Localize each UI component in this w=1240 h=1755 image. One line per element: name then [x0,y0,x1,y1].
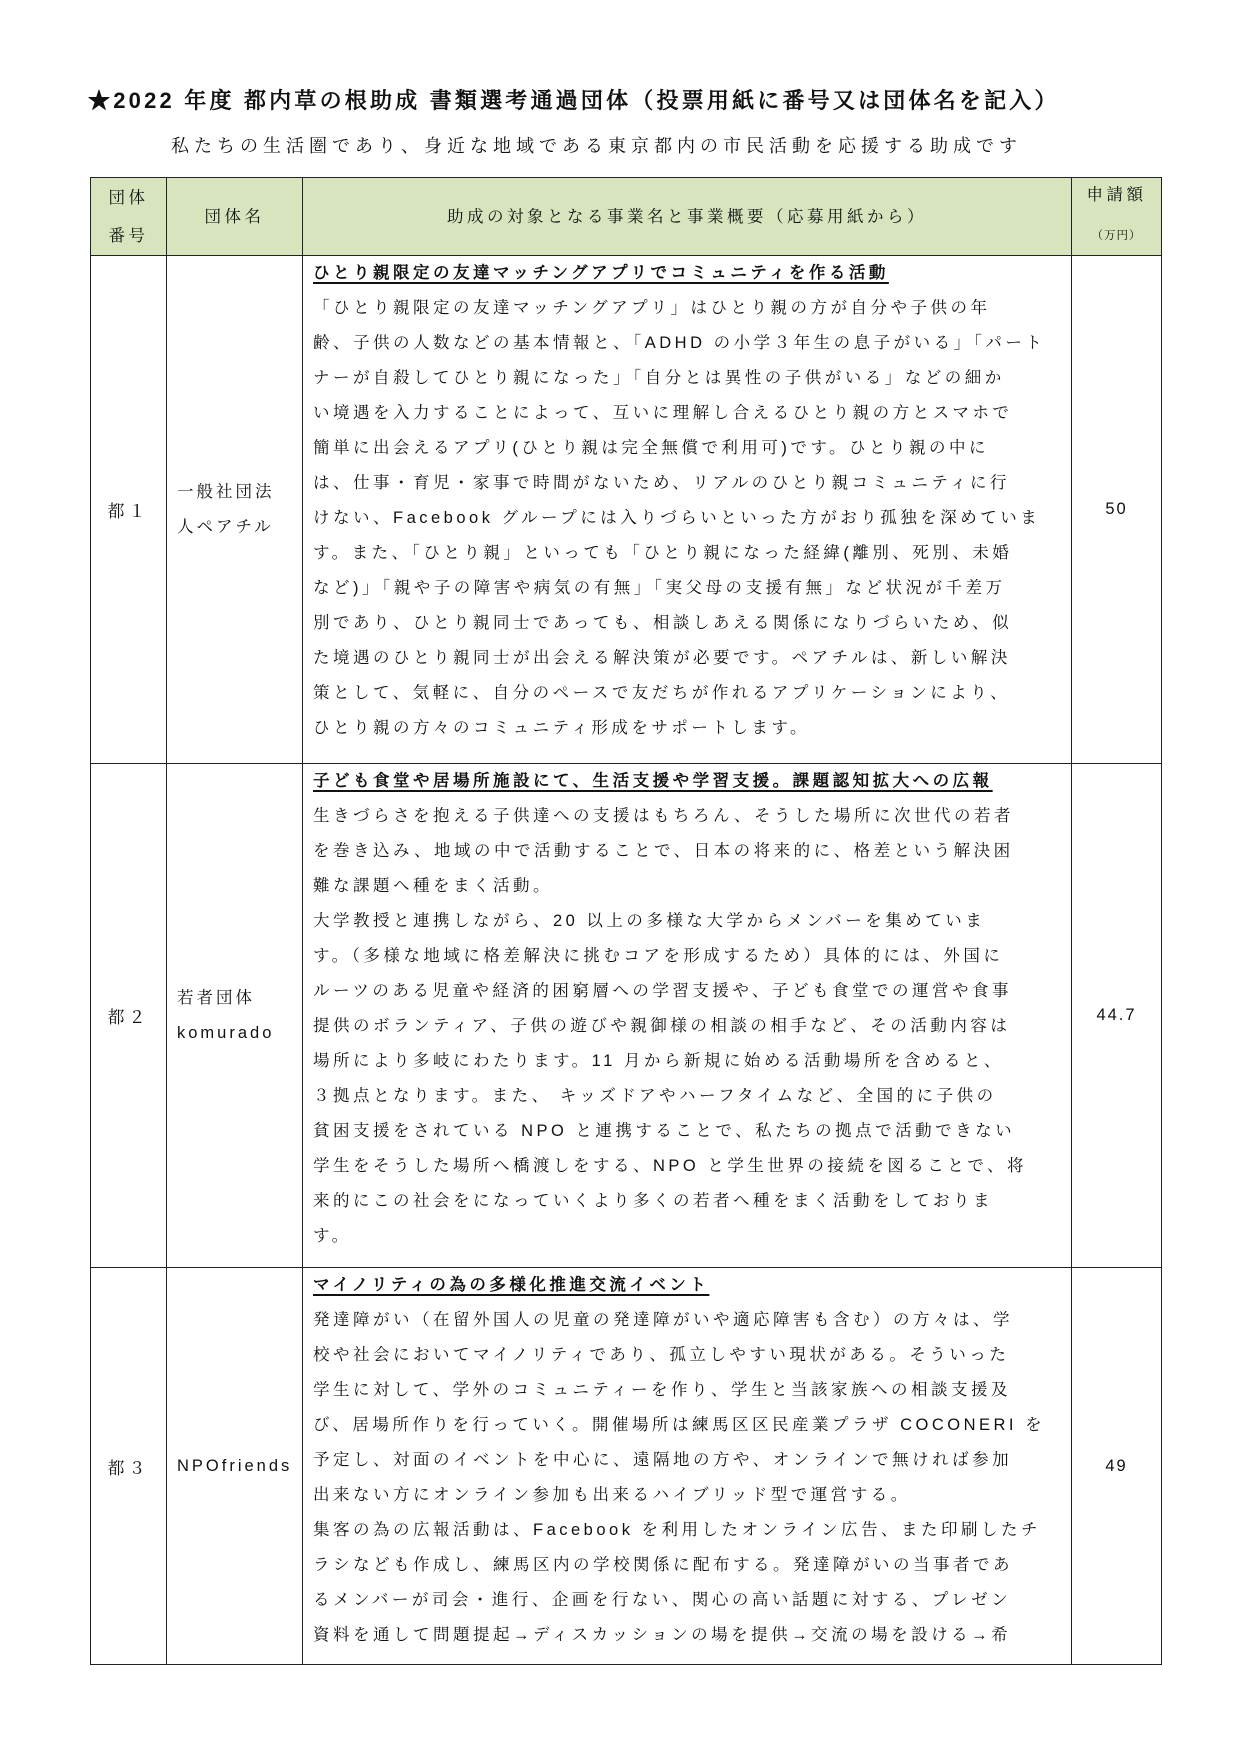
project-line: ひとり親の方々のコミュニティ形成をサポートします。 [313,719,811,737]
project-line: 発達障がい（在留外国人の児童の発達障がいや適応障害も含む）の方々は、学 [313,1311,1013,1329]
project-line: ラシなども作成し、練馬区内の学校関係に配布する。発達障がいの当事者であ [313,1556,1013,1574]
project-line: 予定し、対面のイベントを中心に、遠隔地の方や、オンラインで無ければ参加 [313,1451,1013,1469]
project-line: るメンバーが司会・進行、企画を行ない、関心の高い話題に対する、プレゼン [313,1591,1012,1609]
group-number-cell: 都１ [91,256,167,764]
project-line: を巻き込み、地域の中で活動することで、日本の将来的に、格差という解決困 [313,842,1014,860]
header-amount-unit: （万円） [1091,230,1142,242]
document-title: ★2022 年度 都内草の根助成 書類選考通過団体（投票用紙に番号又は団体名を記入） [88,88,1060,113]
project-line: す。 [313,1227,352,1245]
project-line: 策として、気軽に、自分のペースで友だちが作れるアプリケーションにより、 [313,684,1011,702]
table-row [91,764,1162,1268]
project-line: 貧困支援をされている NPO と連携することで、私たちの拠点で活動できない [313,1122,1016,1140]
project-line: た境遇のひとり親同士が出会える解決策が必要です。ペアチルは、新しい解決 [313,649,1011,667]
project-title: マイノリティの為の多様化推進交流イベント [313,1276,710,1294]
group-name-line: NPOfriends [177,1456,293,1475]
group-name-line: komurado [177,1023,275,1042]
project-line: 提供のボランティア、子供の遊びや親御様の相談の相手など、その活動内容は [313,1017,1011,1035]
group-name-line: 一般社団法 [177,482,275,501]
header-group-number-line: 番号 [108,226,149,245]
header-group-number-line: 団体 [108,188,149,207]
project-line: は、仕事・育児・家事で時間がないため、リアルのひとり親コミュニティに行 [313,474,1011,492]
header-group-number [91,178,167,256]
project-line: 簡単に出会えるアプリ(ひとり親は完全無償で利用可)です。ひとり親の中に [313,439,990,457]
amount-cell: 44.7 [1072,764,1162,1268]
project-cell [303,256,1072,764]
project-line: 生きづらさを抱える子供達への支援はもちろん、そうした場所に次世代の若者 [313,807,1014,825]
project-cell [303,1268,1072,1665]
project-line: ナーが自殺してひとり親になった」「自分とは異性の子供がいる」などの細か [313,369,1005,387]
project-line: 出来ない方にオンライン参加も出来るハイブリッド型で運営する。 [313,1486,911,1504]
project-line: 学生をそうした場所へ橋渡しをする、NPO と学生世界の接続を図ることで、将 [313,1157,1028,1175]
project-line: 「ひとり親限定の友達マッチングアプリ」はひとり親の方が自分や子供の年 [313,299,991,317]
table-row [91,1268,1162,1665]
project-line: など)」「親や子の障害や病気の有無」「実父母の支援有無」など状況が千差万 [313,579,1006,597]
project-line: ３拠点となります。また、 キッズドアやハーフタイムなど、全国的に子供の [313,1087,997,1105]
project-line: 資料を通して問題提起→ディスカッションの場を提供→交流の場を設ける→希 [313,1626,1012,1644]
group-name-cell [167,256,303,764]
project-cell [303,764,1072,1268]
group-name-line: 人ペアチル [177,517,274,536]
amount-cell: 50 [1072,256,1162,764]
project-line: 学生に対して、学外のコミュニティーを作り、学生と当該家族への相談支援及 [313,1381,1012,1399]
project-line: 大学教授と連携しながら、20 以上の多様な大学からメンバーを集めていま [313,912,986,930]
project-line: 場所により多岐にわたります。11 月から新規に始める活動場所を含めると、 [313,1052,1004,1070]
project-line: ルーツのある児童や経済的困窮層への学習支援や、子ども食堂での運営や食事 [313,982,1013,1000]
project-line: び、居場所作りを行っていく。開催場所は練馬区区民産業プラザ COCONERI を [313,1416,1046,1434]
header-group-name: 団体名 [167,178,303,256]
project-title: ひとり親限定の友達マッチングアプリでコミュニティを作る活動 [313,264,889,282]
group-number-cell: 都２ [91,764,167,1268]
group-name-line: 若者団体 [177,988,255,1007]
project-line: い境遇を入力することによって、互いに理解し合えるひとり親の方とスマホで [313,404,1013,422]
group-number-cell: 都３ [91,1268,167,1665]
header-amount [1072,178,1162,256]
project-line: 別であり、ひとり親同士であっても、相談しあえる関係になりづらいため、似 [313,614,1013,632]
table-row [91,256,1162,764]
header-project: 助成の対象となる事業名と事業概要（応募用紙から） [303,178,1072,256]
project-line: けない、Facebook グループには入りづらいといった方がおり孤独を深めていま [313,509,1041,527]
project-line: 齢、子供の人数などの基本情報と、「ADHD の小学３年生の息子がいる」「パート [313,334,1046,352]
grant-applicants-table [90,177,1162,1665]
group-name-cell [167,764,303,1268]
project-line: 校や社会においてマイノリティであり、孤立しやすい現状がある。そういった [313,1346,1010,1364]
project-title: 子ども食堂や居場所施設にて、生活支援や学習支援。課題認知拡大への広報 [313,772,993,790]
group-name-cell [167,1268,303,1665]
project-line: 来的にこの社会をになっていくより多くの若者へ種をまく活動をしておりま [313,1192,993,1210]
header-amount-label: 申請額 [1086,186,1147,204]
project-line: 難な課題へ種をまく活動。 [313,877,553,895]
document-subtitle: 私たちの生活圏であり、身近な地域である東京都内の市民活動を応援する助成です [171,136,1022,156]
project-line: 集客の為の広報活動は、Facebook を利用したオンライン広告、また印刷したチ [313,1521,1042,1539]
project-line: す。また、「ひとり親」といっても「ひとり親になった経緯(離別、死別、未婚 [313,544,1013,562]
table-header-row [91,178,1162,256]
amount-cell: 49 [1072,1268,1162,1665]
project-line: す。（多様な地域に格差解決に挑むコアを形成するため）具体的には、外国に [313,947,1004,965]
